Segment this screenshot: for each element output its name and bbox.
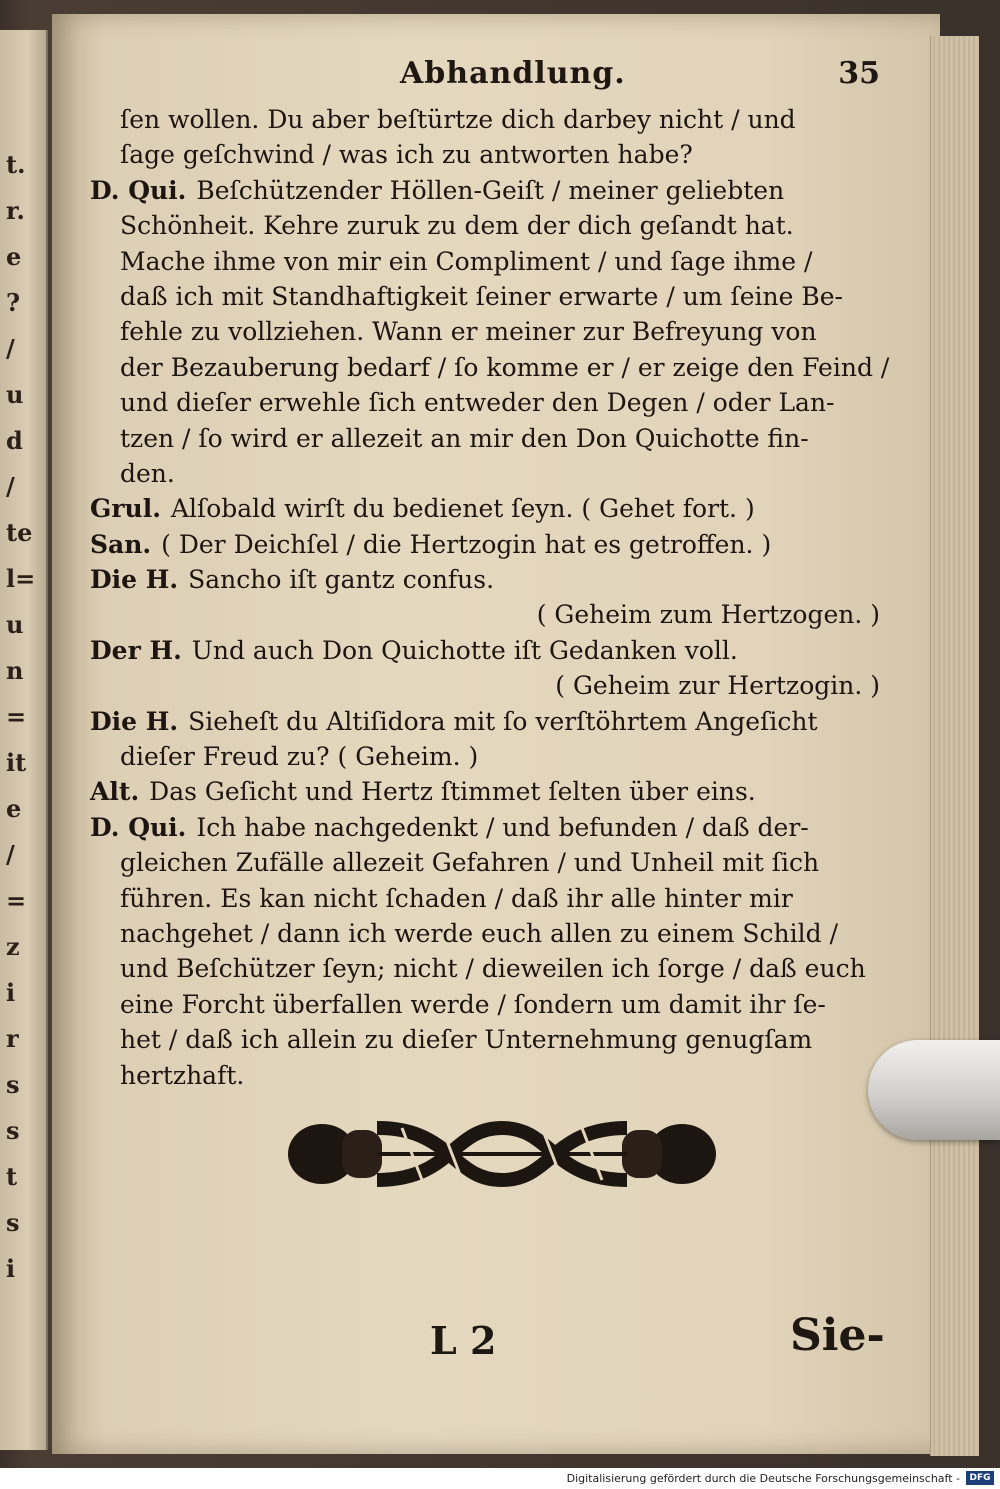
left-page-fragment: n [6, 656, 24, 685]
speaker-label: Grul. [90, 494, 161, 524]
left-page-fragment: i [6, 978, 16, 1007]
left-page-fragment: s [6, 1208, 20, 1237]
speaker-label: Die H. [90, 565, 179, 595]
dfg-logo-icon: DFG [966, 1471, 994, 1485]
left-page-fragment: r. [6, 196, 25, 225]
left-page-fragment: i [6, 1254, 16, 1283]
line-text: und dieſer erwehle ſich entweder den Degen / oder Lan- [120, 388, 835, 418]
line-text: ſage geſchwind / was ich zu antworten habe? [120, 140, 693, 170]
body-text [90, 102, 890, 1093]
line-text: Beſchützender Höllen-Geiſt / meiner geliebten [196, 175, 785, 205]
text-line [90, 881, 890, 916]
page-edges [930, 36, 979, 1456]
text-line [90, 951, 890, 986]
text-line [90, 562, 890, 597]
speaker-label: Die H. [90, 706, 179, 736]
text-line [90, 633, 890, 668]
signature-mark: L 2 [430, 1318, 497, 1363]
line-text: dieſer Freud zu? ( Geheim. ) [120, 742, 479, 772]
left-page-fragment: l= [6, 564, 36, 593]
left-page-fragment: = [6, 886, 27, 915]
text-line [90, 1022, 890, 1057]
left-page-fragment: d [6, 426, 23, 455]
left-page-fragment: s [6, 1070, 20, 1099]
left-page-fragment: t [6, 1162, 18, 1191]
text-line [90, 421, 890, 456]
left-page-fragment: u [6, 610, 24, 639]
line-text: fehle zu vollziehen. Wann er meiner zur Befreyung von [120, 317, 817, 347]
footer-credit: Digitalisierung gefördert durch die Deutsche Forschungsgemeinschaft - [566, 1472, 960, 1485]
line-text: daß ich mit Standhaftigkeit ſeiner erwarte / um ſeine Be- [120, 281, 843, 311]
left-page-fragment: / [6, 472, 15, 501]
left-page-fragment: t. [6, 150, 26, 179]
text-line [90, 456, 890, 491]
speaker-label: D. Qui. [90, 175, 187, 205]
text-line [90, 597, 890, 632]
line-text: het / daß ich allein zu dieſer Unternehmung genugſam [120, 1025, 813, 1055]
line-text: Schönheit. Kehre zuruk zu dem der dich geſandt hat. [120, 211, 794, 241]
line-text: ( Geheim zur Hertzogin. ) [555, 671, 880, 701]
page-clip [868, 1040, 1000, 1140]
left-page-fragment: = [6, 702, 27, 731]
text-line [90, 350, 890, 385]
text-line [90, 668, 890, 703]
text-line [90, 739, 890, 774]
text-line [90, 774, 890, 809]
line-text: Sancho iſt gantz confus. [188, 565, 495, 595]
text-line [90, 208, 890, 243]
text-line [90, 102, 890, 137]
line-text: ſen wollen. Du aber beſtürtze dich darbey nicht / und [120, 105, 796, 134]
line-text: Sieheſt du Altiſidora mit ſo verſtöhrtem Angeſicht [188, 706, 818, 736]
left-page-fragment: / [6, 334, 15, 363]
line-text: Ich habe nachgedenkt / und befunden / daß der- [196, 812, 809, 842]
line-text: Mache ihme von mir ein Compliment / und ſage ihme / [120, 246, 813, 276]
left-page-fragment: / [6, 840, 15, 869]
text-line [90, 810, 890, 845]
line-text: und Beſchützer ſeyn; nicht / dieweilen ich ſorge / daß euch [120, 954, 866, 984]
text-line [90, 491, 890, 526]
text-line [90, 385, 890, 420]
line-text: hertzhaft. [120, 1060, 245, 1090]
running-title: Abhandlung. [400, 56, 626, 91]
page-number: 35 [838, 56, 880, 91]
left-page-fragment: s [6, 1116, 20, 1145]
text-line [90, 704, 890, 739]
text-line [90, 845, 890, 880]
text-line [90, 987, 890, 1022]
catchword: Sie- [790, 1310, 885, 1361]
line-text: nachgehet / dann ich werde euch allen zu einem Schild / [120, 918, 838, 948]
speaker-label: D. Qui. [90, 812, 187, 842]
page-header [110, 56, 880, 96]
left-page-fragment: r [6, 1024, 19, 1053]
left-page-fragment: e [6, 794, 22, 823]
left-page-margin [0, 30, 48, 1450]
left-page-fragment: te [6, 518, 33, 547]
line-text: tzen / ſo wird er allezeit an mir den Don Quichotte fin- [120, 423, 809, 453]
left-page-fragment: it [6, 748, 27, 777]
text-line [90, 137, 890, 172]
text-line [90, 916, 890, 951]
line-text: ( Der Deichſel / die Hertzogin hat es getroffen. ) [161, 529, 772, 559]
left-page-fragment: u [6, 380, 24, 409]
left-page-fragment: e [6, 242, 22, 271]
speaker-label: Alt. [90, 777, 140, 807]
line-text: eine Forcht überfallen werde / ſondern um damit ihr ſe- [120, 989, 826, 1019]
ornament-icon [282, 1108, 722, 1198]
text-line [90, 244, 890, 279]
text-line [90, 173, 890, 208]
speaker-label: Der H. [90, 635, 182, 665]
left-page-fragment: z [6, 932, 20, 961]
footer-bar [0, 1468, 1000, 1489]
text-line [90, 1058, 890, 1093]
line-text: führen. Es kan nicht ſchaden / daß ihr alle hinter mir [120, 883, 793, 913]
left-page-fragment: ? [6, 288, 21, 317]
line-text: Und auch Don Quichotte iſt Gedanken voll. [191, 635, 738, 665]
line-text: den. [120, 458, 175, 488]
line-text: Alſobald wirſt du bedienet ſeyn. ( Gehet fort. ) [170, 494, 755, 524]
line-text: ( Geheim zum Hertzogen. ) [536, 600, 880, 630]
line-text: Das Geſicht und Hertz ſtimmet ſelten über eins. [149, 777, 756, 807]
text-line [90, 279, 890, 314]
text-line [90, 314, 890, 349]
line-text: der Bezauberung bedarf / ſo komme er / er zeige den Feind / [120, 352, 890, 382]
line-text: gleichen Zufälle allezeit Gefahren / und Unheil mit ſich [120, 848, 820, 878]
speaker-label: San. [90, 529, 152, 559]
text-line [90, 527, 890, 562]
